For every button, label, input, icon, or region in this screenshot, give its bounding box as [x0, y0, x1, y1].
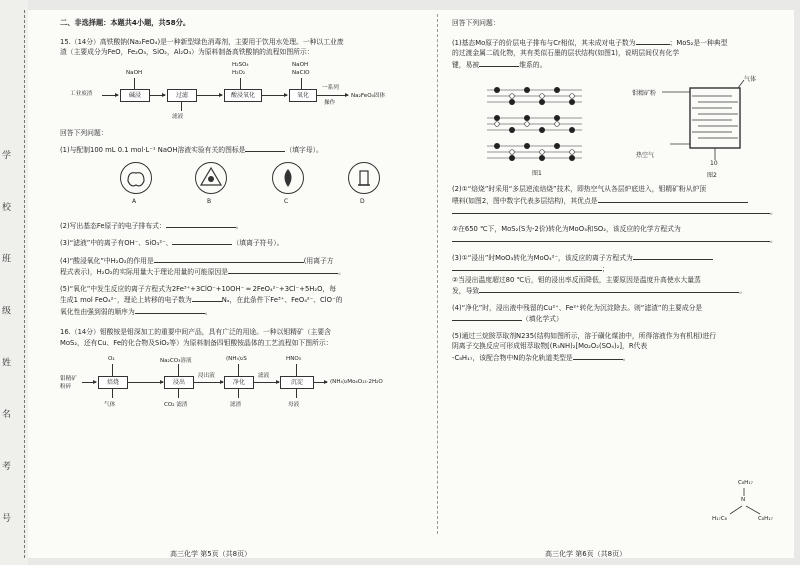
q15-sub4-line2: 程式表示)，H₂O₂的实际用量大于理论用量的可能原因是 。 [60, 268, 345, 276]
r-sub5-line1: (5)通过三烷胺萃取剂N235(结构如图所示，溶于磺化煤油中，所得溶液作为有机相)进行 [452, 331, 717, 340]
flow-varrow [301, 78, 302, 89]
flow-product: Na₂FeO₄固体 [351, 92, 386, 99]
icon-b [195, 162, 227, 194]
n235-n: N [741, 497, 746, 503]
q15-sub1-tail: （填字母）。 [285, 146, 323, 154]
flow16-filtrate: 滤液 [258, 373, 270, 379]
fig2-number: 10 [710, 160, 718, 167]
flow16-o2: O₂ [108, 356, 115, 362]
right-intro: 回答下列问题： [452, 19, 500, 27]
r-sub3-line1-text: (3)①“浸出”时MoO₃转化为MoO₄²⁻，该反应的离子方程式为 [452, 253, 633, 262]
flow16-start2: 粉碎 [60, 384, 72, 390]
n235-right: C₈H₁₇ [758, 516, 773, 522]
r-sub2-blankline: 。 [452, 206, 790, 218]
flow-arrow [193, 382, 223, 383]
flow-arrow [196, 95, 222, 96]
r-sub3-q2-line2-text: 发，导致 [452, 287, 480, 295]
binding-margin [0, 0, 28, 565]
answer-blank[interactable] [452, 313, 522, 321]
q15-sub4-text: (4)“酸浸氧化”中H₂O₂的作用是 [60, 256, 154, 265]
answer-blank[interactable] [192, 294, 222, 302]
flow16-nh4s: (NH₄)₂S [226, 356, 247, 362]
flow-arrow [313, 382, 327, 383]
safety-icons [60, 162, 422, 214]
flow-arrow [82, 382, 96, 383]
flow16-residue: 滤渣 [230, 402, 242, 408]
flow16-co2-residue: CO₂ 滤渣 [164, 402, 188, 408]
flow-varrow [178, 388, 179, 398]
flow-reagent-naoh2: NaOH [292, 61, 309, 68]
icon-d [348, 162, 380, 194]
page-footer-left: 高三化学 第5页（共8页） [170, 550, 252, 558]
flow16-mother-liquor: 母液 [288, 402, 300, 408]
fig2-gas-label: 气体 [744, 76, 757, 83]
flow-varrow [178, 364, 179, 376]
flow-varrow [134, 78, 135, 89]
q15-sub3 [60, 237, 422, 249]
flow-reagent-naclo: NaClO [292, 69, 310, 76]
q15-sub3-text: (3)“滤液”中的离子有OH⁻、SiO₃²⁻、 [60, 239, 173, 247]
q15-sub3-tail: （填离子符号）。 [232, 239, 284, 247]
flow16-box-roast: 焙烧 [98, 376, 128, 389]
r-sub3-line1 [452, 252, 790, 264]
flow-arrow [316, 95, 348, 96]
flow-series-label: 一系列 [322, 84, 339, 91]
answer-blank[interactable] [452, 206, 770, 214]
flow-arrow [261, 95, 287, 96]
flow-arrow [102, 95, 118, 96]
answer-blank[interactable] [172, 237, 232, 245]
flow16-box-leach: 浸出 [164, 376, 194, 389]
answer-blank[interactable] [154, 255, 304, 263]
answer-blank[interactable] [452, 263, 602, 271]
q15-sub5-line3: 氧化性由强到弱的顺序为 。 [60, 307, 212, 316]
q15-sub5-line2b: Nₐ，在此条件下Fe³⁺、FeO₄²⁻、ClO⁻的 [221, 296, 343, 304]
r-sub2-q2 [452, 224, 790, 235]
flow16-start1: 钼精矿 [60, 376, 77, 382]
q15-sub2-text: (2)写出基态Fe原子的电子排布式： [60, 221, 166, 230]
flow16-box-precipitate: 沉淀 [280, 376, 314, 389]
q16-flowchart [60, 352, 422, 418]
flow16-na2co3: Na₂CO₃溶液 [160, 358, 192, 364]
flow-filtrate: 滤液 [172, 113, 184, 120]
q15-sub1-text: (1)与配制100 mL 0.1 mol·L⁻¹ NaOH溶液实验有关的图标是 [60, 146, 246, 154]
r-sub1-line2: 的过渡金属二硫化物，其有类似石墨的层状结构(如图1)，说明层间仅有化学 [452, 49, 680, 57]
answer-blank[interactable] [598, 195, 748, 203]
flow-varrow [238, 364, 239, 376]
seal-line [24, 10, 25, 558]
flow16-leachate: 浸出液 [198, 373, 215, 379]
flow-arrow [127, 382, 163, 383]
flow-reagent-h2o2: H₂O₂ [232, 69, 246, 76]
r-sub3-q2-line1: ②当浸出温度超过80 ℃后，钼的浸出率反而降低，主要原因是温度升高使水大量蒸 [452, 275, 701, 284]
flow-varrow [238, 388, 239, 398]
flow-reagent-naoh: NaOH [126, 69, 143, 76]
n235-left: H₁₇C₈ [712, 516, 727, 522]
q15-sub5-line2a: 生成1 mol FeO₄²⁻，理论上转移的电子数为 [60, 296, 192, 304]
q15-stem-line2: 渣（主要成分为FeO，Fe₂O₃，SiO₂，Al₂O₃）为原料制备高铁酸钠的流程如图所示： [60, 48, 314, 56]
answer-intro: 回答下列问题： [60, 128, 108, 137]
flow-operation-label: 操作 [324, 99, 336, 106]
r-sub4-line2-text: （填化学式） [522, 315, 563, 323]
q15-sub4-line2-text: 程式表示)，H₂O₂的实际用量大于理论用量的可能原因是 [60, 268, 229, 276]
flow-arrow [149, 95, 165, 96]
r-sub1-line3b: 维系的。 [519, 60, 547, 69]
q16-stem-line2: MoS₂，还有Cu、Fe的化合物及SiO₂等）为原料制备四钼酸铵晶体的工艺流程如下图所示： [60, 338, 333, 347]
furnace-figure [652, 74, 762, 170]
figures [452, 74, 790, 178]
r-sub4-line2 [452, 313, 790, 325]
r-sub2-line1: (2)①“焙烧”时采用“多层逆流焙烧”技术，即热空气从各层炉底进入，钼精矿粉从炉顶 [452, 185, 707, 193]
seal-text: 学 校 班 级 姓 名 考 号 [0, 150, 10, 543]
q15-sub5-line3-text: 氧化性由强到弱的顺序为 [60, 307, 135, 316]
q15-sub4 [60, 255, 422, 267]
icon-a [120, 162, 152, 194]
r-sub2-line2-text: 喂料(如图2，图中数字代表多层结构)，其优点是 [452, 196, 598, 205]
q15-sub5: (5)“氧化”中发生反应的离子方程式为2Fe³⁺+3ClO⁻+10OH⁻ ═ 2FeO₄²⁻+3Cl⁻+5H₂O，每 [60, 284, 337, 293]
r-sub5-line3: -C₈H₁₇，该配合物中N的杂化轨道类型是 。 [452, 353, 630, 362]
right-column [452, 18, 790, 363]
flow-varrow [240, 78, 241, 89]
icon-b-label: B [207, 197, 212, 205]
answer-blank[interactable] [479, 285, 739, 293]
icon-c [272, 162, 304, 194]
answer-blank[interactable] [479, 59, 519, 67]
q15-stem-line1: 15.（14分）高铁酸钠(Na₂FeO₄)是一种新型绿色消毒剂，主要用于饮用水处理。一种以工业废 [60, 37, 344, 46]
answer-blank[interactable] [633, 252, 713, 260]
answer-blank[interactable] [636, 37, 670, 45]
fig2-hotair-label: 热空气 [636, 152, 655, 159]
flow-varrow [112, 364, 113, 376]
q16-stem-line1: 16.（14分）钼酸铵是钼深加工的重要中间产品，具有广泛的用途。一种以钼精矿（主要含 [60, 328, 331, 336]
r-sub1-line3 [452, 59, 790, 71]
r-sub5-line3-text: -C₈H₁₇，该配合物中N的杂化轨道类型是 [452, 353, 573, 362]
icon-d-label: D [360, 197, 365, 205]
flow-varrow [112, 388, 113, 398]
flow16-hno3: HNO₃ [286, 356, 302, 362]
r-sub1-line1-tail: ；MoS₂是一种典型 [669, 38, 728, 47]
mos2-structure-figure [482, 80, 592, 166]
flow-reagent-h2so4: H₂SO₄ [232, 61, 249, 68]
page-footer-right: 高三化学 第6页（共8页） [545, 550, 627, 558]
r-sub1-line1 [452, 37, 790, 49]
column-divider [437, 14, 438, 534]
r-sub5-line2: 阴离子交换反应可形成钼萃取物[(R₃NH)₂[Mo₂O₂(SO₄)₂]，R代表 [452, 342, 648, 350]
flow-start: 工业废渣 [70, 90, 93, 97]
answer-blank[interactable] [135, 306, 205, 314]
q15-flowchart [60, 62, 422, 124]
left-column [60, 18, 422, 422]
q15-sub4-tail: (用离子方 [303, 256, 334, 265]
n235-top: C₈H₁₇ [738, 480, 753, 486]
answer-blank[interactable] [245, 144, 285, 152]
q15-sub5-line2 [60, 294, 422, 306]
flow-box-alkali-leach: 碱浸 [120, 89, 150, 102]
flow-box-filter: 过滤 [167, 89, 197, 102]
r-sub4-line1: (4)“净化”时，浸出液中残留的Cu²⁺、Fe²⁺转化为沉淀除去。则“滤渣”的主要成分是 [452, 303, 703, 312]
section-title: 二、非选择题：本题共4小题，共58分。 [60, 18, 191, 27]
flow16-box-purify: 净化 [224, 376, 254, 389]
flow-varrow [296, 388, 297, 398]
flow-box-acid-oxidation: 酸浸氧化 [224, 89, 262, 102]
answer-blank[interactable] [573, 352, 623, 360]
answer-blank[interactable] [166, 220, 236, 228]
n235-structure [712, 478, 792, 528]
answer-blank[interactable] [228, 266, 338, 274]
answer-blank[interactable] [452, 234, 770, 242]
fig2-feed-label: 钼精矿粉 [632, 90, 657, 97]
icon-a-label: A [132, 197, 137, 205]
r-sub2-q2-text: ②在650 ℃下，MoS₂(S为-2价)转化为MoO₃和SO₂，该反应的化学方程式为 [452, 224, 681, 233]
q15-sub2: (2)写出基态Fe原子的电子排布式： 。 [60, 221, 243, 230]
flow-varrow [181, 101, 182, 111]
r-sub3-line1-blank: ； [452, 263, 790, 275]
r-sub1-line3a: 键，易被 [452, 60, 480, 69]
flow16-gas: 气体 [104, 402, 116, 408]
flow-varrow [296, 364, 297, 376]
fig2-caption: 图2 [707, 172, 717, 179]
r-sub2-q2-blank: 。 [452, 234, 790, 246]
icon-c-label: C [284, 197, 289, 205]
r-sub3-q2-line2: 发，导致 。 [452, 287, 746, 295]
flow16-product: (NH₄)₂Mo₄O₁₃·2H₂O [330, 379, 383, 385]
flow-box-oxidize: 氧化 [289, 89, 317, 102]
fig1-caption: 图1 [532, 170, 542, 177]
q15-sub1 [60, 144, 422, 156]
r-sub2-line2 [452, 195, 790, 207]
r-sub1-line1-text: (1)基态Mo原子的价层电子排布与Cr相似，其未成对电子数为 [452, 38, 636, 47]
flow-arrow [253, 382, 279, 383]
